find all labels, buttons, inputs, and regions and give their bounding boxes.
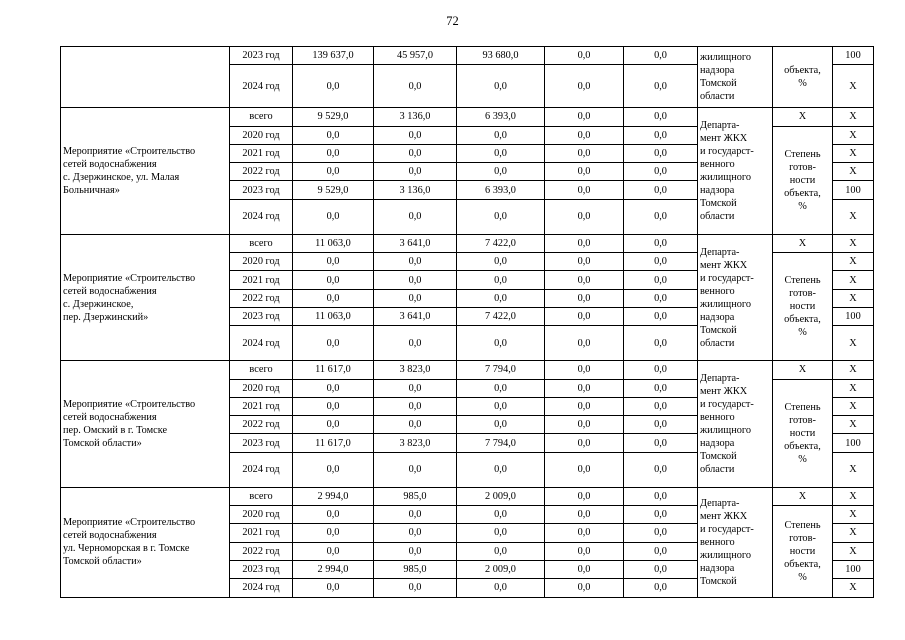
responsible-cell-line: и государст-	[700, 272, 754, 284]
responsible-cell	[698, 361, 773, 487]
responsible-cell-line: области	[700, 337, 735, 349]
responsible-cell-line: венного	[700, 536, 735, 548]
total-cell: 9 529,0	[293, 108, 374, 126]
target-cell: X	[833, 397, 874, 415]
total-cell: 0,0	[293, 579, 374, 597]
regional-cell: 0,0	[457, 144, 545, 162]
local-cell: 0,0	[545, 65, 624, 108]
year-cell: 2024 год	[230, 65, 293, 108]
local-cell: 0,0	[545, 271, 624, 289]
total-cell: 0,0	[293, 126, 374, 144]
local-cell: 0,0	[545, 542, 624, 560]
responsible-cell-line: жилищного	[700, 425, 751, 436]
target-cell: X	[833, 379, 874, 397]
indicator-cell-line: %	[798, 571, 807, 583]
year-cell: 2022 год	[230, 289, 293, 307]
extra-cell: 0,0	[624, 524, 698, 542]
indicator-top-cell: X	[773, 108, 833, 126]
local-cell: 0,0	[545, 326, 624, 361]
extra-cell: 0,0	[624, 126, 698, 144]
indicator-cell-line: Степень	[784, 401, 821, 413]
responsible-cell-line: мент ЖКХ	[700, 510, 748, 522]
regional-cell: 0,0	[457, 579, 545, 597]
regional-cell: 0,0	[457, 253, 545, 271]
total-cell: 0,0	[293, 506, 374, 524]
local-cell: 0,0	[545, 579, 624, 597]
year-cell: 2021 год	[230, 524, 293, 542]
total-cell: 0,0	[293, 163, 374, 181]
regional-cell: 6 393,0	[457, 181, 545, 199]
indicator-cell-line: %	[798, 327, 807, 339]
event-cell-line: сетей водоснабжения	[63, 285, 157, 297]
total-cell: 11 063,0	[293, 234, 374, 252]
total-cell: 0,0	[293, 199, 374, 234]
event-cell	[61, 361, 230, 487]
extra-cell: 0,0	[624, 253, 698, 271]
total-cell: 139 637,0	[293, 47, 374, 65]
target-cell: X	[833, 361, 874, 379]
indicator-cell-line: Степень	[784, 275, 821, 287]
local-cell: 0,0	[545, 144, 624, 162]
local-cell: 0,0	[545, 361, 624, 379]
table-row	[61, 234, 874, 252]
target-cell: X	[833, 416, 874, 434]
local-cell: 0,0	[545, 289, 624, 307]
year-cell: 2020 год	[230, 379, 293, 397]
extra-cell: 0,0	[624, 289, 698, 307]
event-cell-line: с. Дзержинское,	[63, 298, 134, 310]
local-cell: 0,0	[545, 560, 624, 578]
event-cell-line: Больничная»	[63, 185, 120, 197]
event-cell-line: пер. Омский в г. Томске	[63, 425, 168, 436]
local-cell: 0,0	[545, 397, 624, 415]
responsible-cell-line: венного	[700, 285, 735, 297]
extra-cell: 0,0	[624, 452, 698, 487]
year-cell: 2022 год	[230, 416, 293, 434]
extra-cell: 0,0	[624, 144, 698, 162]
total-cell: 0,0	[293, 65, 374, 108]
event-cell	[61, 234, 230, 360]
responsible-cell-line: мент ЖКХ	[700, 259, 748, 271]
responsible-cell-line: Томской	[700, 575, 737, 587]
responsible-cell-line: жилищного	[700, 172, 751, 184]
local-cell: 0,0	[545, 379, 624, 397]
responsible-cell-line: Томской	[700, 198, 737, 210]
total-cell: 0,0	[293, 524, 374, 542]
federal-cell: 3 823,0	[374, 361, 457, 379]
target-cell: X	[833, 326, 874, 361]
target-cell: X	[833, 542, 874, 560]
federal-cell: 985,0	[374, 487, 457, 505]
local-cell: 0,0	[545, 506, 624, 524]
year-cell: 2022 год	[230, 542, 293, 560]
regional-cell: 0,0	[457, 506, 545, 524]
responsible-cell-line: и государст-	[700, 399, 754, 410]
year-cell: всего	[230, 234, 293, 252]
responsible-cell-line: и государст-	[700, 523, 754, 535]
extra-cell: 0,0	[624, 163, 698, 181]
regional-cell: 0,0	[457, 379, 545, 397]
event-cell-line: Мероприятие «Строительство	[63, 517, 196, 529]
responsible-cell	[698, 487, 773, 597]
regional-cell: 7 422,0	[457, 234, 545, 252]
indicator-cell-line: %	[798, 78, 807, 90]
regional-cell: 0,0	[457, 65, 545, 108]
extra-cell: 0,0	[624, 560, 698, 578]
target-cell: X	[833, 487, 874, 505]
local-cell: 0,0	[545, 108, 624, 126]
extra-cell: 0,0	[624, 416, 698, 434]
target-cell: X	[833, 108, 874, 126]
responsible-cell-line: Департа-	[700, 246, 740, 258]
federal-cell: 45 957,0	[374, 47, 457, 65]
federal-cell: 0,0	[374, 416, 457, 434]
local-cell: 0,0	[545, 416, 624, 434]
target-cell: 100	[833, 181, 874, 199]
indicator-cell-line: ности	[789, 545, 816, 557]
local-cell: 0,0	[545, 452, 624, 487]
indicator-cell	[773, 506, 833, 597]
responsible-cell	[698, 234, 773, 360]
year-cell: 2021 год	[230, 271, 293, 289]
year-cell: 2024 год	[230, 579, 293, 597]
indicator-cell-line: объекта,	[784, 558, 821, 570]
table-row	[61, 361, 874, 379]
regional-cell: 6 393,0	[457, 108, 545, 126]
local-cell: 0,0	[545, 181, 624, 199]
extra-cell: 0,0	[624, 234, 698, 252]
indicator-cell-line: объекта,	[784, 440, 821, 452]
federal-cell: 0,0	[374, 452, 457, 487]
target-cell: X	[833, 253, 874, 271]
responsible-cell-line: Департа-	[700, 497, 740, 509]
target-cell: X	[833, 65, 874, 108]
indicator-cell-line: ности	[789, 301, 816, 313]
regional-cell: 0,0	[457, 542, 545, 560]
total-cell: 11 617,0	[293, 434, 374, 452]
responsible-cell	[698, 47, 773, 108]
local-cell: 0,0	[545, 487, 624, 505]
responsible-cell-line: жилищного	[700, 52, 751, 64]
local-cell: 0,0	[545, 199, 624, 234]
total-cell: 0,0	[293, 542, 374, 560]
responsible-cell-line: надзора	[700, 65, 735, 77]
year-cell: 2024 год	[230, 452, 293, 487]
regional-cell: 0,0	[457, 199, 545, 234]
indicator-top-cell: X	[773, 361, 833, 379]
target-cell: 100	[833, 434, 874, 452]
table-row	[61, 487, 874, 505]
regional-cell: 7 794,0	[457, 434, 545, 452]
event-cell-line: Мероприятие «Строительство	[63, 146, 196, 158]
year-cell: 2020 год	[230, 253, 293, 271]
indicator-cell-line: Степень	[784, 519, 821, 531]
extra-cell: 0,0	[624, 379, 698, 397]
federal-cell: 0,0	[374, 579, 457, 597]
indicator-cell	[773, 253, 833, 361]
regional-cell: 0,0	[457, 326, 545, 361]
year-cell: 2022 год	[230, 163, 293, 181]
event-cell-line: сетей водоснабжения	[63, 530, 157, 542]
total-cell: 2 994,0	[293, 560, 374, 578]
event-cell	[61, 487, 230, 597]
responsible-cell-line: надзора	[700, 311, 735, 323]
extra-cell: 0,0	[624, 542, 698, 560]
total-cell: 0,0	[293, 289, 374, 307]
event-cell-line: Томской области»	[63, 438, 142, 449]
indicator-cell	[773, 379, 833, 487]
regional-cell: 0,0	[457, 271, 545, 289]
responsible-cell-line: жилищного	[700, 298, 751, 310]
regional-cell: 0,0	[457, 289, 545, 307]
extra-cell: 0,0	[624, 181, 698, 199]
responsible-cell-line: надзора	[700, 562, 735, 574]
year-cell: всего	[230, 108, 293, 126]
federal-cell: 0,0	[374, 126, 457, 144]
target-cell: X	[833, 271, 874, 289]
indicator-cell-line: ности	[789, 174, 816, 186]
indicator-cell	[773, 47, 833, 108]
indicator-cell-line: готов-	[789, 532, 816, 544]
indicator-cell	[773, 126, 833, 234]
extra-cell: 0,0	[624, 271, 698, 289]
event-cell-line: с. Дзержинское, ул. Малая	[63, 172, 180, 184]
year-cell: 2020 год	[230, 126, 293, 144]
target-cell: X	[833, 452, 874, 487]
responsible-cell-line: Департа-	[700, 373, 740, 384]
federal-cell: 0,0	[374, 397, 457, 415]
regional-cell: 93 680,0	[457, 47, 545, 65]
total-cell: 11 063,0	[293, 307, 374, 325]
federal-cell: 0,0	[374, 524, 457, 542]
indicator-top-cell: X	[773, 234, 833, 252]
federal-cell: 0,0	[374, 289, 457, 307]
indicator-cell-line: %	[798, 200, 807, 212]
local-cell: 0,0	[545, 163, 624, 181]
regional-cell: 0,0	[457, 452, 545, 487]
regional-cell: 0,0	[457, 416, 545, 434]
event-cell-line: Мероприятие «Строительство	[63, 272, 196, 284]
year-cell: 2023 год	[230, 47, 293, 65]
target-cell: X	[833, 144, 874, 162]
federal-cell: 3 136,0	[374, 181, 457, 199]
federal-cell: 0,0	[374, 65, 457, 108]
target-cell: X	[833, 234, 874, 252]
responsible-cell-line: и государст-	[700, 146, 754, 158]
extra-cell: 0,0	[624, 307, 698, 325]
responsible-cell-line: надзора	[700, 185, 735, 197]
local-cell: 0,0	[545, 253, 624, 271]
federal-cell: 3 823,0	[374, 434, 457, 452]
responsible-cell-line: области	[700, 211, 735, 223]
indicator-cell-line: готов-	[789, 161, 816, 173]
responsible-cell	[698, 108, 773, 234]
indicator-top-cell: X	[773, 487, 833, 505]
federal-cell: 0,0	[374, 163, 457, 181]
responsible-cell-line: Департа-	[700, 120, 740, 132]
total-cell: 0,0	[293, 144, 374, 162]
total-cell: 0,0	[293, 379, 374, 397]
indicator-cell-line: ности	[789, 427, 816, 439]
total-cell: 2 994,0	[293, 487, 374, 505]
total-cell: 0,0	[293, 326, 374, 361]
year-cell: всего	[230, 361, 293, 379]
responsible-cell-line: жилищного	[700, 549, 751, 561]
table-row	[61, 47, 874, 65]
year-cell: 2021 год	[230, 397, 293, 415]
table-row	[61, 108, 874, 126]
responsible-cell-line: венного	[700, 159, 735, 171]
federal-cell: 3 136,0	[374, 108, 457, 126]
year-cell: 2023 год	[230, 181, 293, 199]
event-cell	[61, 47, 230, 108]
indicator-cell-line: объекта,	[784, 314, 821, 326]
program-table	[60, 46, 874, 598]
year-cell: 2021 год	[230, 144, 293, 162]
responsible-cell-line: надзора	[700, 438, 735, 449]
responsible-cell-line: области	[700, 464, 735, 475]
regional-cell: 0,0	[457, 163, 545, 181]
year-cell: 2024 год	[230, 326, 293, 361]
regional-cell: 7 794,0	[457, 361, 545, 379]
extra-cell: 0,0	[624, 361, 698, 379]
regional-cell: 0,0	[457, 397, 545, 415]
extra-cell: 0,0	[624, 434, 698, 452]
regional-cell: 0,0	[457, 524, 545, 542]
target-cell: X	[833, 163, 874, 181]
local-cell: 0,0	[545, 307, 624, 325]
event-cell-line: пер. Дзержинский»	[63, 311, 149, 323]
year-cell: 2023 год	[230, 560, 293, 578]
indicator-cell-line: объекта,	[784, 187, 821, 199]
local-cell: 0,0	[545, 47, 624, 65]
target-cell: X	[833, 579, 874, 597]
year-cell: всего	[230, 487, 293, 505]
extra-cell: 0,0	[624, 487, 698, 505]
event-cell-line: Томской области»	[63, 556, 142, 568]
event-cell-line: сетей водоснабжения	[63, 412, 157, 423]
total-cell: 9 529,0	[293, 181, 374, 199]
extra-cell: 0,0	[624, 65, 698, 108]
regional-cell: 0,0	[457, 126, 545, 144]
total-cell: 0,0	[293, 416, 374, 434]
year-cell: 2020 год	[230, 506, 293, 524]
indicator-cell-line: %	[798, 453, 807, 465]
responsible-cell-line: области	[700, 91, 735, 103]
responsible-cell-line: мент ЖКХ	[700, 386, 748, 397]
federal-cell: 0,0	[374, 144, 457, 162]
extra-cell: 0,0	[624, 199, 698, 234]
target-cell: 100	[833, 307, 874, 325]
extra-cell: 0,0	[624, 397, 698, 415]
total-cell: 0,0	[293, 397, 374, 415]
federal-cell: 0,0	[374, 253, 457, 271]
federal-cell: 0,0	[374, 379, 457, 397]
indicator-cell-line: Степень	[784, 148, 821, 160]
federal-cell: 0,0	[374, 199, 457, 234]
year-cell: 2023 год	[230, 434, 293, 452]
extra-cell: 0,0	[624, 579, 698, 597]
indicator-cell-line: объекта,	[784, 65, 821, 77]
local-cell: 0,0	[545, 524, 624, 542]
event-cell-line: ул. Черноморская в г. Томске	[63, 543, 190, 555]
year-cell: 2024 год	[230, 199, 293, 234]
event-cell-line: сетей водоснабжения	[63, 159, 157, 171]
federal-cell: 3 641,0	[374, 234, 457, 252]
year-cell: 2023 год	[230, 307, 293, 325]
regional-cell: 2 009,0	[457, 487, 545, 505]
responsible-cell-line: Томской	[700, 324, 737, 336]
target-cell: X	[833, 199, 874, 234]
page-number: 72	[446, 14, 459, 28]
extra-cell: 0,0	[624, 108, 698, 126]
federal-cell: 0,0	[374, 271, 457, 289]
indicator-cell-line: готов-	[789, 414, 816, 426]
local-cell: 0,0	[545, 234, 624, 252]
target-cell: X	[833, 524, 874, 542]
regional-cell: 2 009,0	[457, 560, 545, 578]
responsible-cell-line: мент ЖКХ	[700, 133, 748, 145]
total-cell: 0,0	[293, 452, 374, 487]
extra-cell: 0,0	[624, 326, 698, 361]
target-cell: X	[833, 289, 874, 307]
event-cell-line: Мероприятие «Строительство	[63, 399, 196, 410]
local-cell: 0,0	[545, 434, 624, 452]
federal-cell: 0,0	[374, 506, 457, 524]
responsible-cell-line: венного	[700, 412, 735, 423]
total-cell: 11 617,0	[293, 361, 374, 379]
responsible-cell-line: Томской	[700, 78, 737, 90]
federal-cell: 985,0	[374, 560, 457, 578]
federal-cell: 0,0	[374, 326, 457, 361]
indicator-cell-line: готов-	[789, 288, 816, 300]
federal-cell: 0,0	[374, 542, 457, 560]
target-cell: 100	[833, 560, 874, 578]
federal-cell: 3 641,0	[374, 307, 457, 325]
event-cell	[61, 108, 230, 234]
regional-cell: 7 422,0	[457, 307, 545, 325]
target-cell: X	[833, 126, 874, 144]
total-cell: 0,0	[293, 271, 374, 289]
total-cell: 0,0	[293, 253, 374, 271]
extra-cell: 0,0	[624, 47, 698, 65]
local-cell: 0,0	[545, 126, 624, 144]
target-cell: X	[833, 506, 874, 524]
target-cell: 100	[833, 47, 874, 65]
extra-cell: 0,0	[624, 506, 698, 524]
responsible-cell-line: Томской	[700, 451, 737, 462]
